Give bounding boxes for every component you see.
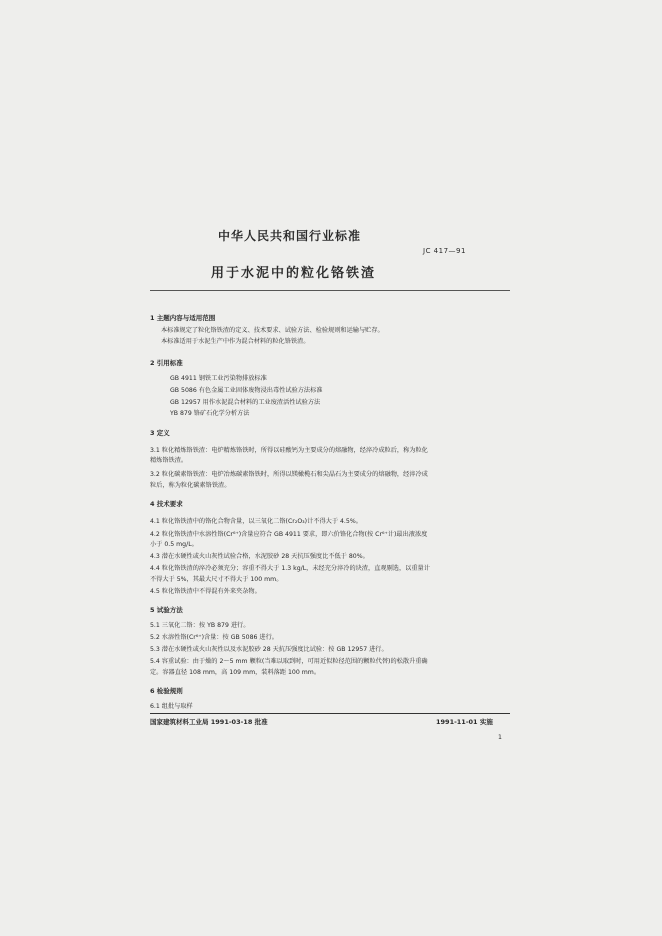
rule-6-1: 6.1 组批与取样 (150, 703, 193, 710)
requirement-4-5: 4.5 粒化铬铁渣中不得混有外来夹杂物。 (150, 588, 261, 595)
method-5-4-cont: 定。容器直径 108 mm，高 109 mm，装料落距 100 mm。 (150, 669, 321, 676)
method-5-1: 5.1 三氧化二铬：按 YB 879 进行。 (150, 622, 250, 629)
definition-3-2: 3.2 粒化碳素铬铁渣：电炉冶炼碳素铬铁时，所得以镁橄榄石和尖晶石为主要成分的熔融物，经淬冷成 (150, 471, 428, 478)
effective-date: 1991-11-01 实施 (436, 718, 493, 726)
requirement-4-4: 4.4 粒化铬铁渣的淬冷必须充分；容重不得大于 1.3 kg/L，未经充分淬冷的块渣，直观剔选，以重量计 (150, 565, 430, 572)
method-5-3: 5.3 潜在水硬性或火山灰性以及水泥胶砂 28 天抗压强度比试验：按 GB 12957 进行。 (150, 646, 388, 653)
method-5-4: 5.4 容重试验：由于燥的 2～5 mm 颗粒(当难以取到时，可用近似粒径范围的颗粒代替)的松散升重确 (150, 658, 428, 665)
section-1-para-1: 本标准规定了粒化铬铁渣的定义、技术要求、试验方法、检验规则和运输与贮存。 (161, 327, 384, 334)
definition-3-2-cont: 粒后，称为粒化碳素铬铁渣。 (150, 482, 231, 489)
definition-3-1: 3.1 粒化精炼铬铁渣：电炉精炼铬铁时，所得以硅酸钙为主要成分的熔融物，经淬冷成粒后，称为粒化 (150, 447, 428, 454)
definition-3-1-cont: 精炼铬铁渣。 (150, 457, 188, 464)
requirement-4-2-cont: 小于 0.5 mg/L。 (150, 541, 198, 548)
reference-item: GB 12957 用作水泥混合材料的工业废渣活性试验方法 (170, 399, 321, 406)
section-1-heading: 1 主题内容与适用范围 (150, 314, 216, 322)
section-4-heading: 4 技术要求 (150, 500, 183, 508)
document-title: 用于水泥中的粒化铬铁渣 (211, 266, 377, 281)
header-rule (150, 290, 510, 291)
footer-rule (150, 713, 510, 714)
standard-code: JC 417—91 (423, 247, 466, 255)
reference-item: GB 5086 有色金属工业固体废物浸出毒性试验方法标准 (170, 387, 323, 394)
reference-item: GB 4911 钢铁工业污染物排放标准 (170, 375, 267, 382)
section-6-heading: 6 检验规则 (150, 687, 183, 695)
reference-item: YB 879 铬矿石化学分析方法 (170, 410, 250, 417)
section-3-heading: 3 定义 (150, 429, 170, 437)
approval-line: 国家建筑材料工业局 1991-03-18 批准 (150, 718, 268, 726)
section-5-heading: 5 试验方法 (150, 606, 183, 614)
section-1-para-2: 本标准适用于水泥生产中作为混合材料的粒化铬铁渣。 (161, 338, 310, 345)
method-5-2: 5.2 水溶性铬(Cr⁶⁺)含量：按 GB 5086 进行。 (150, 634, 278, 641)
requirement-4-4-cont: 不得大于 5%，其最大尺寸不得大于 100 mm。 (150, 576, 283, 583)
requirement-4-3: 4.3 潜在水硬性或火山灰性试验合格，水泥胶砂 28 天抗压强度比不低于 80%。 (150, 553, 369, 560)
requirement-4-2: 4.2 粒化铬铁渣中水溶性铬(Cr⁶⁺)含量应符合 GB 4911 要求，即六价铬化合物(按 Cr⁶⁺计)最出液浓度 (150, 531, 428, 538)
requirement-4-1: 4.1 粒化铬铁渣中的铬化合物含量，以三氧化二铬(Cr₂O₃)计不得大于 4.5%。 (150, 518, 362, 525)
section-2-heading: 2 引用标准 (150, 359, 183, 367)
page-number: 1 (498, 734, 502, 741)
standard-org-heading: 中华人民共和国行业标准 (218, 229, 362, 243)
